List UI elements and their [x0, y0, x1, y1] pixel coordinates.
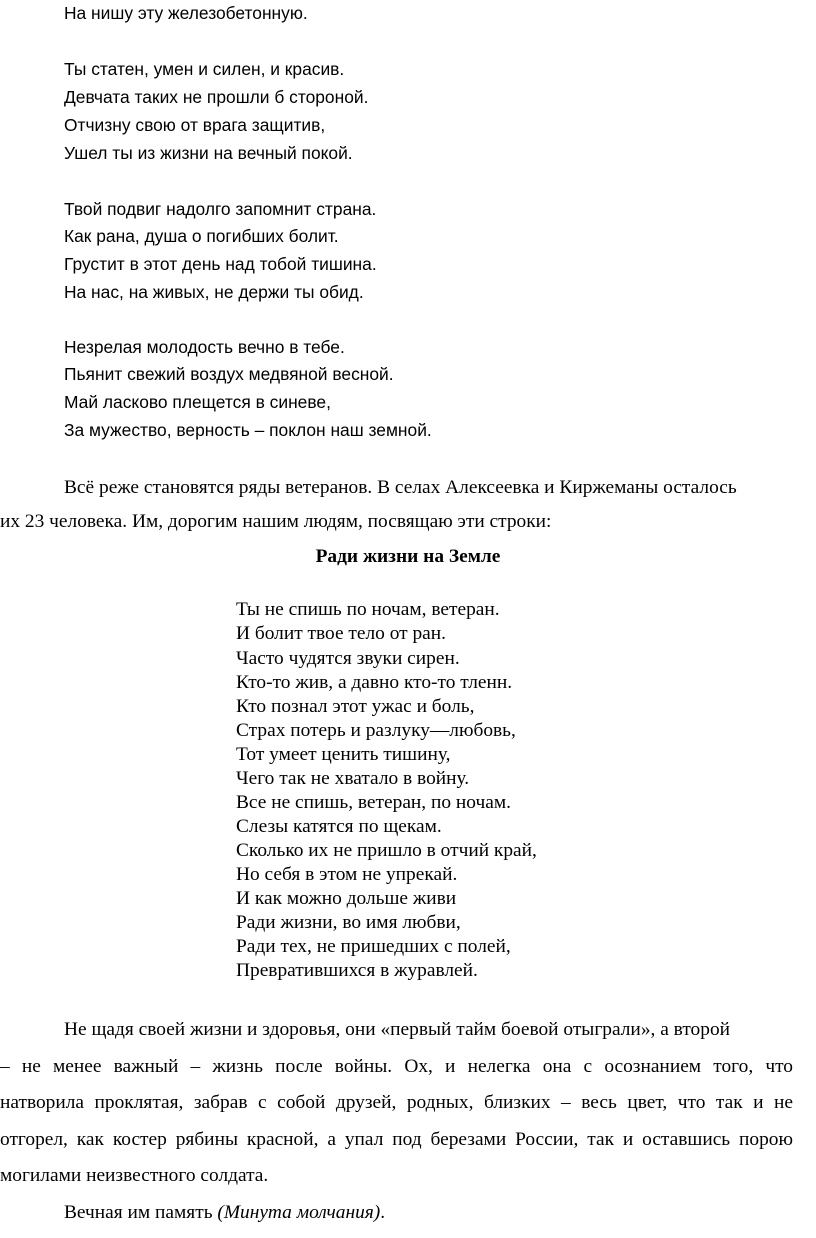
poem-line: Все не спишь, ветеран, по ночам.: [236, 792, 511, 813]
poem-line: Как рана, душа о погибших болит.: [64, 226, 339, 246]
poem-line: Сколько их не пришло в отчий край,: [236, 840, 537, 861]
poem-line: Кто-то жив, а давно кто-то тленн.: [236, 672, 513, 693]
poem-line: Грустит в этот день над тобой тишина.: [64, 254, 377, 274]
poem-line: Твой подвиг надолго запомнит страна.: [64, 199, 377, 219]
poem-line: И как можно дольше живи: [236, 888, 457, 909]
closing-text: Вечная им память: [64, 1202, 218, 1223]
poem-line: Ты не спишь по ночам, ветеран.: [236, 599, 500, 620]
poem-title: Ради жизни на Земле: [315, 546, 501, 567]
poem-line: Чего так не хватало в войну.: [236, 768, 470, 789]
poem-line: На нас, на живых, не держи ты обид.: [64, 282, 364, 302]
poem-line: Ради жизни, во имя любви,: [236, 912, 461, 933]
poem-line: Пьянит свежий воздух медвяной весной.: [64, 364, 394, 384]
poem-line: Но себя в этом не упрекай.: [236, 864, 458, 885]
poem-line: Ради тех, не пришедших с полей,: [236, 936, 511, 957]
poem-line: Превратившихся в журавлей.: [236, 960, 478, 981]
paragraph-line: их 23 человека. Им, дорогим нашим людям, посвящаю эти строки:: [0, 511, 552, 532]
poem-line: Ушел ты из жизни на вечный покой.: [64, 143, 353, 163]
closing-period: .: [380, 1202, 386, 1223]
paragraph-line: натворила проклятая, забрав с собой друзей, родных, близких – весь цвет, что так и не: [0, 1092, 793, 1113]
paragraph-line: Всё реже становятся ряды ветеранов. В селах Алексеевка и Киржеманы осталось: [64, 477, 737, 498]
poem-line: Ты статен, умен и силен, и красив.: [64, 59, 345, 79]
poem-line: Кто познал этот ужас и боль,: [236, 696, 475, 717]
closing-italic-note: (Минута молчания): [217, 1202, 381, 1223]
poem-line: Отчизну свою от врага защитив,: [64, 115, 326, 135]
poem-line: Май ласково плещется в синеве,: [64, 392, 331, 412]
paragraph-line: отгорел, как костер рябины красной, а упал под березами России, так и оставшись порою: [0, 1129, 793, 1150]
paragraph-line: могилами неизвестного солдата.: [0, 1165, 269, 1186]
poem-line: На нишу эту железобетонную.: [64, 3, 308, 23]
poem-line: Часто чудятся звуки сирен.: [236, 648, 460, 669]
paragraph-line: Не щадя своей жизни и здоровья, они «первый тайм боевой отыграли», а второй: [64, 1019, 731, 1040]
closing-line: [64, 1202, 385, 1224]
poem-line: Слезы катятся по щекам.: [236, 816, 442, 837]
poem-line: Незрелая молодость вечно в тебе.: [64, 337, 345, 357]
poem-line: Тот умеет ценить тишину,: [236, 744, 451, 765]
poem-line: Страх потерь и разлуку—любовь,: [236, 720, 516, 741]
paragraph-line: – не менее важный – жизнь после войны. Ох, и нелегка она с осознанием того, что: [0, 1056, 793, 1077]
poem-line: Девчата таких не прошли б стороной.: [64, 87, 369, 107]
poem-line: И болит твое тело от ран.: [236, 623, 447, 644]
poem-line: За мужество, верность – поклон наш земной.: [64, 420, 432, 440]
